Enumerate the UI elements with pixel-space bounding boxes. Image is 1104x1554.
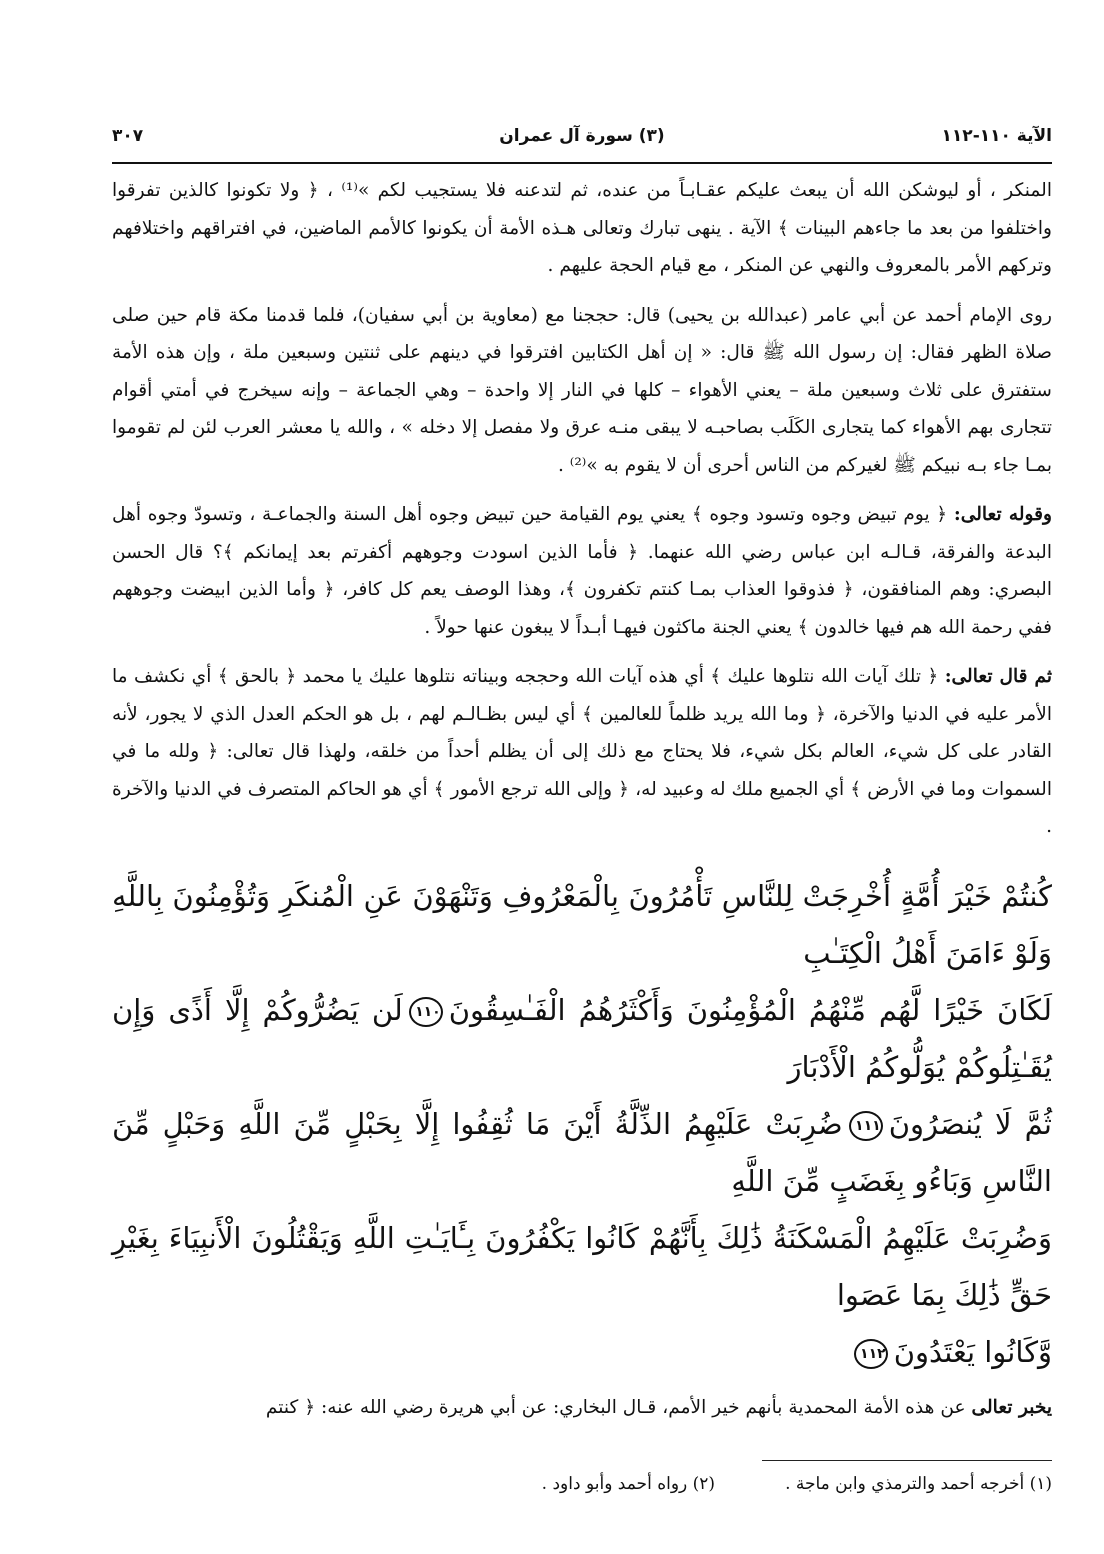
paragraph-lead: يخبر تعالى (971, 1396, 1052, 1418)
paragraph-text: ﴿ يوم تبيض وجوه وتسود وجوه ﴾ يعني يوم القيامة حين تبيض وجوه أهل السنة والجماعـة ، وتسودّ وجوه أهل البدعة والفرقة، قـالـه ابن عباس رضي الله عنهما. ﴿ فأما الذين اسودت وجوههم أكفرتم بعد إيمانكم ﴾؟ قال الحسن البصري: وهم المنافقون، ﴿ فذوقوا العذاب بمـا كنتم تكفرون ﴾، وهذا الوصف يعم كل كافر، ﴿ وأما الذين ابيضت وجوههم ففي رحمة الله هم فيها خالدون ﴾ يعني الجنة ماكثون فيهـا أبـداً لا يبغون عنها حولاً . (112, 504, 1052, 638)
paragraph-lead: وقوله تعالى: (953, 504, 1052, 525)
verse-line: وَضُرِبَتْ عَلَيْهِمُ الْمَسْكَنَةُ ذَٰلِكَ بِأَنَّهُمْ كَانُوا يَكْفُرُونَ بِـَٔايَـٰتِ اللَّهِ وَيَقْتُلُونَ الْأَنبِيَاءَ بِغَيْرِ حَقٍّ ذَٰلِكَ بِمَا عَصَوا (112, 1220, 1052, 1312)
footnotes (112, 1469, 1052, 1499)
header-rule (112, 162, 1052, 164)
paragraph (112, 297, 1052, 485)
verse-line: ثُمَّ لَا يُنصَرُونَ١١١ضُرِبَتْ عَلَيْهِمُ الذِّلَّةُ أَيْنَ مَا ثُقِفُوا إِلَّا بِحَبْلٍ مِّنَ اللَّهِ وَحَبْلٍ مِّنَ النَّاسِ وَبَاءُو بِغَضَبٍ مِّنَ اللَّهِ (112, 1106, 1052, 1198)
paragraph (112, 172, 1052, 285)
paragraph-lead: ثم قال تعالى: (944, 666, 1052, 687)
verse-line: وَّكَانُوا يَعْتَدُونَ١١٢ (112, 1324, 1052, 1381)
page-number: ٣٠٧ (112, 126, 144, 146)
tafsir-intro (112, 1389, 1052, 1427)
header-verse-range: الآية ١١٠-١١٢ (941, 126, 1052, 146)
ayah-number-marker: ١١٢ (854, 1339, 888, 1369)
paragraph (112, 496, 1052, 646)
footnote-2: (٢) رواه أحمد وأبو داود . (541, 1474, 716, 1494)
footnote-rule (762, 1460, 1052, 1461)
page (112, 118, 1052, 1499)
paragraph-text: عن هذه الأمة المحمدية بأنهم خير الأمم، قـال البخاري: عن أبي هريرة رضي الله عنه: ﴿ كنتم (265, 1396, 972, 1418)
paragraph-text: روى الإمام أحمد عن أبي عامر (عبدالله بن يحيى) قال: حججنا مع (معاوية بن أبي سفيان)، فلما قدمنا مكة قام حين صلى صلاة الظهر فقال: إن رسول الله ﷺ قال: « إن أهل الكتابين افترقوا في دينهم على ثنتين وسبعين ملة ، وإن هذه الأمة ستفترق على ثلاث وسبعين ملة – يعني الأهواء – كلها في النار إلا واحدة – وهي الجماعة – وإنه سيخرج في أمتي أقوام تتجارى بهم الأهواء كما يتجارى الكَلَب بصاحبـه لا يبقى منـه عرق ولا مفصل إلا دخله » ، والله يا معشر العرب لئن لم تقوموا بمـا جاء بـه نبيكم ﷺ لغيركم من الناس أحرى أن لا يقوم به »⁽²⁾ . (112, 304, 1052, 476)
header-surah-title: (٣) سورة آل عمران (499, 126, 665, 146)
running-header (112, 118, 1052, 148)
paragraph-text: المنكر ، أو ليوشكن الله أن يبعث عليكم عقـابـاً من عنده، ثم لتدعنه فلا يستجيب لكم »⁽¹⁾ ، ﴿ ولا تكونوا كالذين تفرقوا واختلفوا من بعد ما جاءهم البينات ﴾ الآية . ينهى تبارك وتعالى هـذه الأمة أن يكونوا كالأمم الماضين، في افتراقهم واختلافهم وتركهم الأمر بالمعروف والنهي عن المنكر ، مع قيام الحجة عليهم . (112, 180, 1052, 276)
paragraph (112, 658, 1052, 846)
footnote-1: (١) أخرجه أحمد والترمذي وابن ماجة . (785, 1474, 1052, 1494)
verse-line: لَكَانَ خَيْرًا لَّهُم مِّنْهُمُ الْمُؤْمِنُونَ وَأَكْثَرُهُمُ الْفَـٰسِقُونَ١١٠لَن يَضُرُّوكُمْ إِلَّا أَذًى وَإِن يُقَـٰتِلُوكُمْ يُوَلُّوكُمُ الْأَدْبَارَ (112, 992, 1052, 1084)
ayah-number-marker: ١١١ (849, 1111, 883, 1141)
paragraph-text: ﴿ تلك آيات الله نتلوها عليك ﴾ أي هذه آيات الله وحججه وبيناته نتلوها عليك يا محمد ﴿ بالحق ﴾ أي نكشف ما الأمر عليه في الدنيا والآخرة، ﴿ وما الله يريد ظلماً للعالمين ﴾ أي ليس بظـالـم لهم ، بل هو الحكم العدل الذي لا يجور، لأنه القادر على كل شيء، العالم بكل شيء، فلا يحتاج مع ذلك إلى أن يظلم أحداً من خلقه، ولهذا قال تعالى: ﴿ ولله ما في السموات وما في الأرض ﴾ أي الجميع ملك له وعبيد له، ﴿ وإلى الله ترجع الأمور ﴾ أي هو الحاكم المتصرف في الدنيا والآخرة . (112, 666, 1052, 837)
quran-verses (112, 868, 1052, 1381)
ayah-number-marker: ١١٠ (409, 997, 443, 1027)
verse-line: كُنتُمْ خَيْرَ أُمَّةٍ أُخْرِجَتْ لِلنَّاسِ تَأْمُرُونَ بِالْمَعْرُوفِ وَتَنْهَوْنَ عَنِ الْمُنكَرِ وَتُؤْمِنُونَ بِاللَّهِ وَلَوْ ءَامَنَ أَهْلُ الْكِتَـٰبِ (112, 878, 1052, 970)
